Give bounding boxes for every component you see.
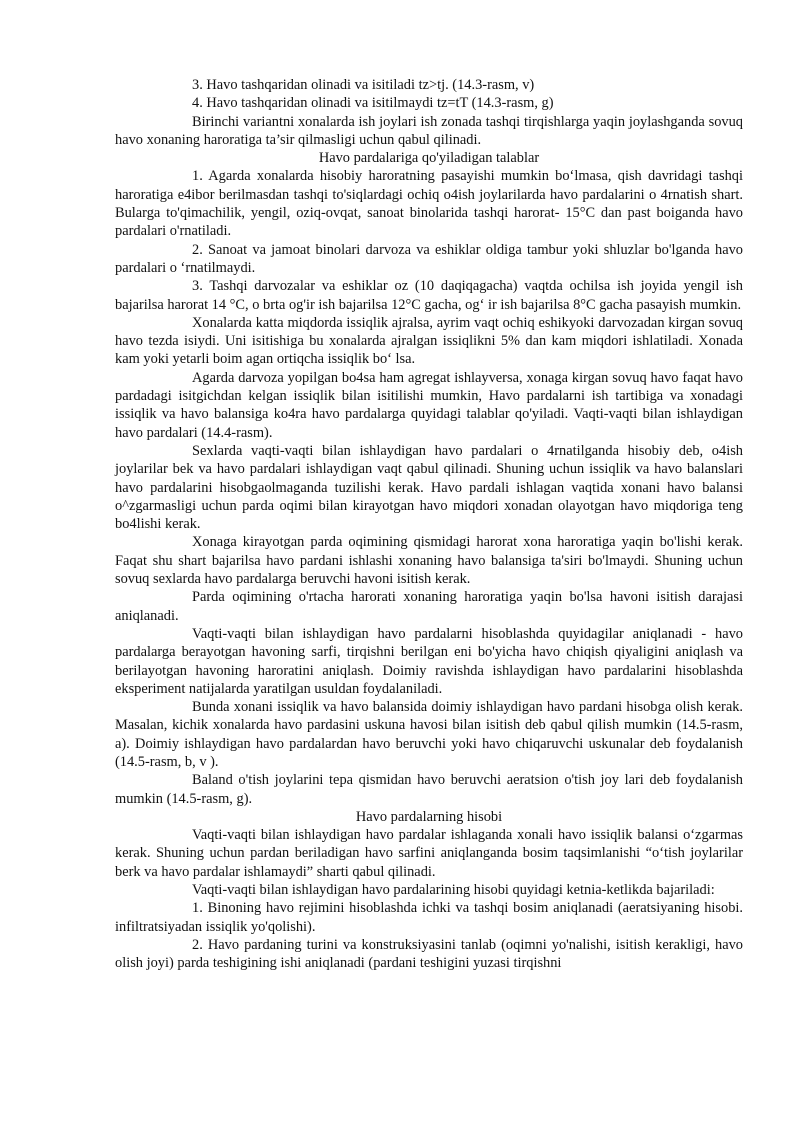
paragraph: 3. Tashqi darvozalar va eshiklar oz (10 daqiqagacha) vaqtda ochilsa ish joyida yengil ish bajarilsa harorat 14 °C, o brta og'ir ish bajarilsa 12°C gacha, og‘ ir ish bajarilsa 8°C gacha pasayish mumkin.: [115, 278, 743, 313]
paragraph: Xonalarda katta miqdorda issiqlik ajralsa, ayrim vaqt ochiq eshikyoki darvozadan kirgan sovuq havo tezda isiydi. Uni isitishiga bu xonalarda ajralgan issiqlikni 5% dan kam miqdori ishlatiladi. Xonada kam yoki yetarli boim agan ortiqcha issiqlik bo‘ lsa.: [115, 314, 743, 368]
section-heading: Havo pardalariga qo'yiladigan talablar: [318, 150, 540, 167]
paragraph: 3. Havo tashqaridan olinadi va isitiladi tz>tj. (14.3-rasm, v): [192, 77, 535, 93]
paragraph: Sexlarda vaqti-vaqti bilan ishlaydigan havo pardalari o 4rnatilganda hisobiy deb, o4ish joylarilar bek va havo pardalari ishlaydigan vaqt qabul qilinadi. Shuning uchun issiqlik va havo balanslari havo pardalarini hisobgaolmaganda tuzilishi kerak. Havo pardali ishlagan vaqtida xonani havo balansi o^zgarmasligi uchun parda oqimi bilan kirayotgan havo miqdori xonadan olayotgan havo miqdoriga teng bo4lishi kerak.: [115, 442, 743, 533]
paragraph: 2. Sanoat va jamoat binolari darvoza va eshiklar oldiga tambur yoki shluzlar bo'lganda havo pardalari o ‘rnatilmaydi.: [115, 241, 743, 276]
paragraph: 1. Agarda xonalarda hisobiy haroratning pasayishi mumkin bo‘lmasa, qish davridagi tashqi haroratiga e4ibor berilmasdan tashqi to'siqlardagi ochiq o4ish joylarilarda havo pardalarini o 4rnatish shart. Bularga to'qimachilik, yengil, oziq-ovqat, sanoat binolarida tashqi harorat- 15°C dan past boiganda havo pardalari o'rnatiladi.: [115, 168, 743, 240]
paragraph: Baland o'tish joylarini tepa qismidan havo beruvchi aeratsion o'tish joy lari deb foydalanish mumkin (14.5-rasm, g).: [115, 772, 743, 807]
paragraph: Parda oqimining o'rtacha harorati xonaning haroratiga yaqin bo'lsa havoni isitish darajasi aniqlanadi.: [115, 589, 743, 624]
paragraph: Birinchi variantni xonalarda ish joylari ish zonada tashqi tirqishlarga yaqin joylashganda sovuq havo xonaning haroratiga ta’sir qilmasligi uchun qabul qilinadi.: [115, 113, 743, 148]
document-page: [115, 76, 743, 973]
section-heading: Havo pardalarning hisobi: [355, 808, 503, 825]
paragraph: Agarda darvoza yopilgan bo4sa ham agregat ishlayversa, xonaga kirgan sovuq havo faqat havo pardadagi isitgichdan kelgan issiqlik bilan isitilishi mumkin, Havo pardalarni ish tartibiga va xonadagi issiqlik va havo balansiga ko4ra havo pardalarga quyidagi talablar qo'yiladi. Vaqti-vaqti bilan ishlaydigan havo pardalari (14.4-rasm).: [115, 369, 743, 441]
paragraph: 4. Havo tashqaridan olinadi va isitilmaydi tz=tT (14.3-rasm, g): [192, 95, 554, 112]
paragraph: Vaqti-vaqti bilan ishlaydigan havo pardalar ishlaganda xonali havo issiqlik balansi o‘zgarmas kerak. Shuning uchun pardan beriladigan havo sarfini aniqlanganda bosim taqsimlanishi “o‘tish joylarilar berk va havo pardalar ishlamaydi” sharti qabul qilinadi.: [115, 827, 743, 880]
paragraph: 1. Binoning havo rejimini hisoblashda ichki va tashqi bosim aniqlanadi (aeratsiyaning hisobi. infiltratsiyadan issiqlik yo'qolishi).: [115, 900, 743, 935]
paragraph: Xonaga kirayotgan parda oqimining qismidagi harorat xona haroratiga yaqin bo'lishi kerak. Faqat shu shart bajarilsa havo pardani ishlashi xonaning havo balansiga ta'siri bo'lmaydi. Shuning uchun sovuq sexlarda havo pardalarga beruvchi havoni isitish kerak.: [115, 534, 743, 588]
paragraph: Bunda xonani issiqlik va havo balansida doimiy ishlaydigan havo pardani hisobga olish kerak. Masalan, kichik xonalarda havo pardasini uskuna havosi bilan isitish deb qabul qilish mumkin (14.5-rasm, a). Doimiy ishlaydigan havo pardalardan havo beruvchi yoki havo chiqaruvchi uskunalar deb foydalanish (14.5-rasm, b, v ).: [115, 699, 743, 770]
paragraph: Vaqti-vaqti bilan ishlaydigan havo pardalarni hisoblashda quyidagilar aniqlanadi - havo pardalarga berayotgan havoning sarfi, tirqishni berilgan eni bo'yicha havo chiqish qiyaligini aniqlash va berilayotgan havoning haroratini aniqlash. Doimiy ravishda ishlaydigan havo pardalarini hisoblashda eksperiment natijalarda yaratilgan usuldan foydalaniladi.: [115, 625, 743, 697]
paragraph: 2. Havo pardaning turini va konstruksiyasini tanlab (oqimni yo'nalishi, isitish kerakligi, havo olish joyi) parda teshigining ishi aniqlanadi (pardani teshigini yuzasi tirqishni: [115, 936, 743, 972]
paragraph: Vaqti-vaqti bilan ishlaydigan havo pardalarining hisobi quyidagi ketnia-ketlikda bajariladi:: [192, 882, 715, 899]
